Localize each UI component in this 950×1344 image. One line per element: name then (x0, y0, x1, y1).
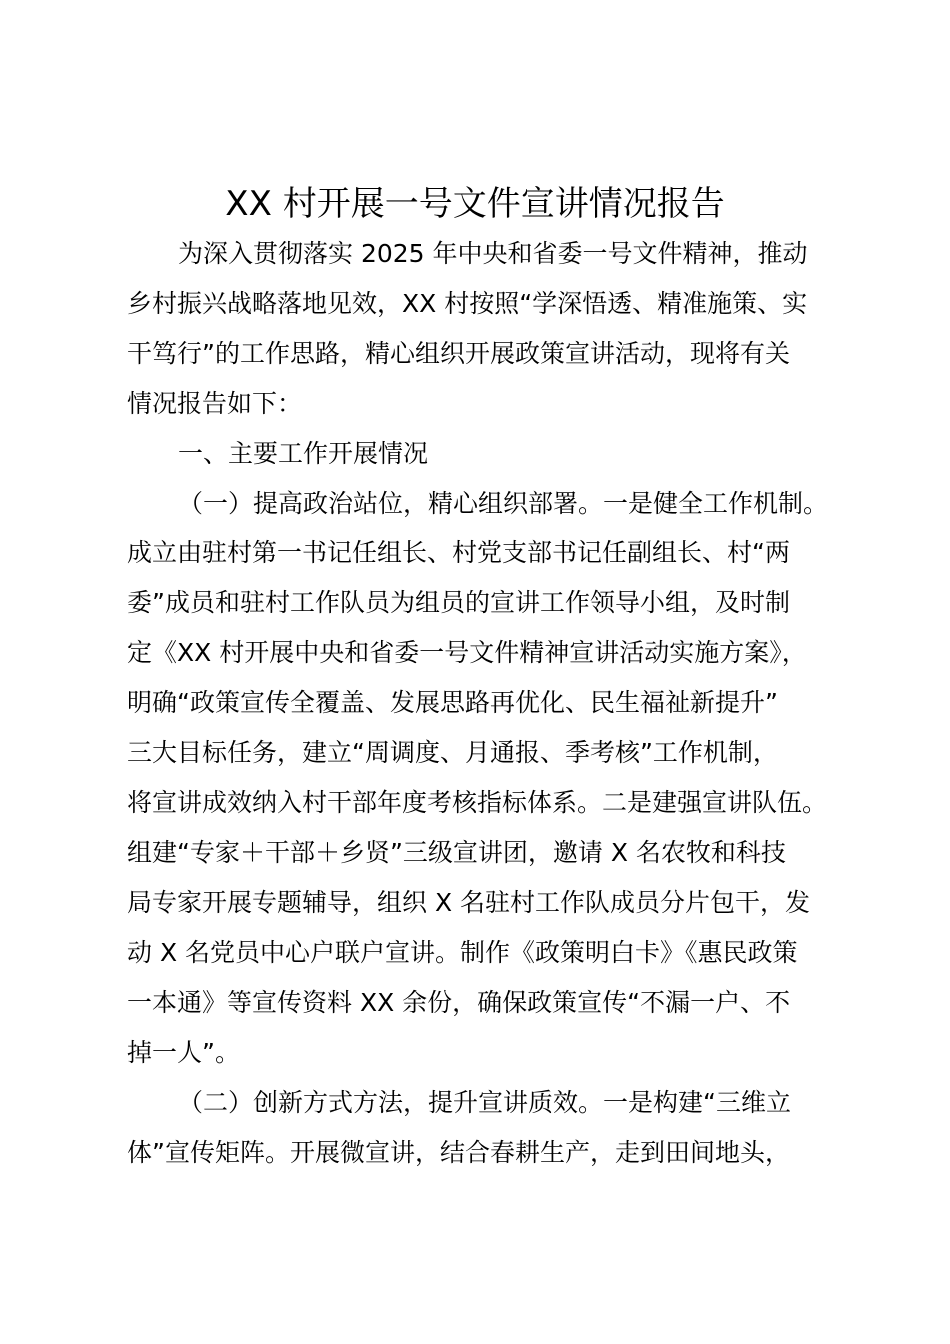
paragraph-line: 局专家开展专题辅导，组织 X 名驻村工作队成员分片包干，发 (127, 888, 811, 917)
paragraph-line: 体”宣传矩阵。开展微宣讲，结合春耕生产，走到田间地头， (127, 1138, 790, 1167)
paragraph-line: 掉一人”。 (127, 1038, 240, 1067)
paragraph-line: （一）提高政治站位，精心组织部署。一是健全工作机制。 (178, 489, 829, 518)
paragraph-line: 组建“专家＋干部＋乡贤”三级宣讲团，邀请 X 名农牧和科技 (127, 838, 786, 867)
paragraph-line: 成立由驻村第一书记任组长、村党支部书记任副组长、村“两 (127, 538, 790, 567)
paragraph-line: 定《XX 村开展中央和省委一号文件精神宣讲活动实施方案》， (127, 638, 807, 667)
paragraph-line: 干笃行”的工作思路，精心组织开展政策宣讲活动，现将有关 (127, 339, 790, 368)
paragraph-line: （二）创新方式方法，提升宣讲质效。一是构建“三维立 (178, 1088, 791, 1117)
paragraph-line: 明确“政策宣传全覆盖、发展思路再优化、民生福祉新提升” (127, 688, 778, 717)
paragraph-line: 将宣讲成效纳入村干部年度考核指标体系。二是建强宣讲队伍。 (127, 788, 828, 817)
paragraph-line: 动 X 名党员中心户联户宣讲。制作《政策明白卡》《惠民政策 (127, 938, 798, 967)
paragraph-line: 为深入贯彻落实 2025 年中央和省委一号文件精神，推动 (178, 239, 808, 268)
document-title: XX 村开展一号文件宣讲情况报告 (225, 184, 725, 224)
paragraph-line: 乡村振兴战略落地见效，XX 村按照“学深悟透、精准施策、实 (127, 289, 808, 318)
section-heading: 一、主要工作开展情况 (178, 439, 429, 468)
paragraph-line: 情况报告如下： (127, 389, 303, 418)
paragraph-line: 三大目标任务，建立“周调度、月通报、季考核”工作机制， (127, 738, 778, 767)
paragraph-line: 委”成员和驻村工作队员为组员的宣讲工作领导小组，及时制 (127, 588, 790, 617)
paragraph-line: 一本通》等宣传资料 XX 余份，确保政策宣传“不漏一户、不 (127, 988, 791, 1017)
